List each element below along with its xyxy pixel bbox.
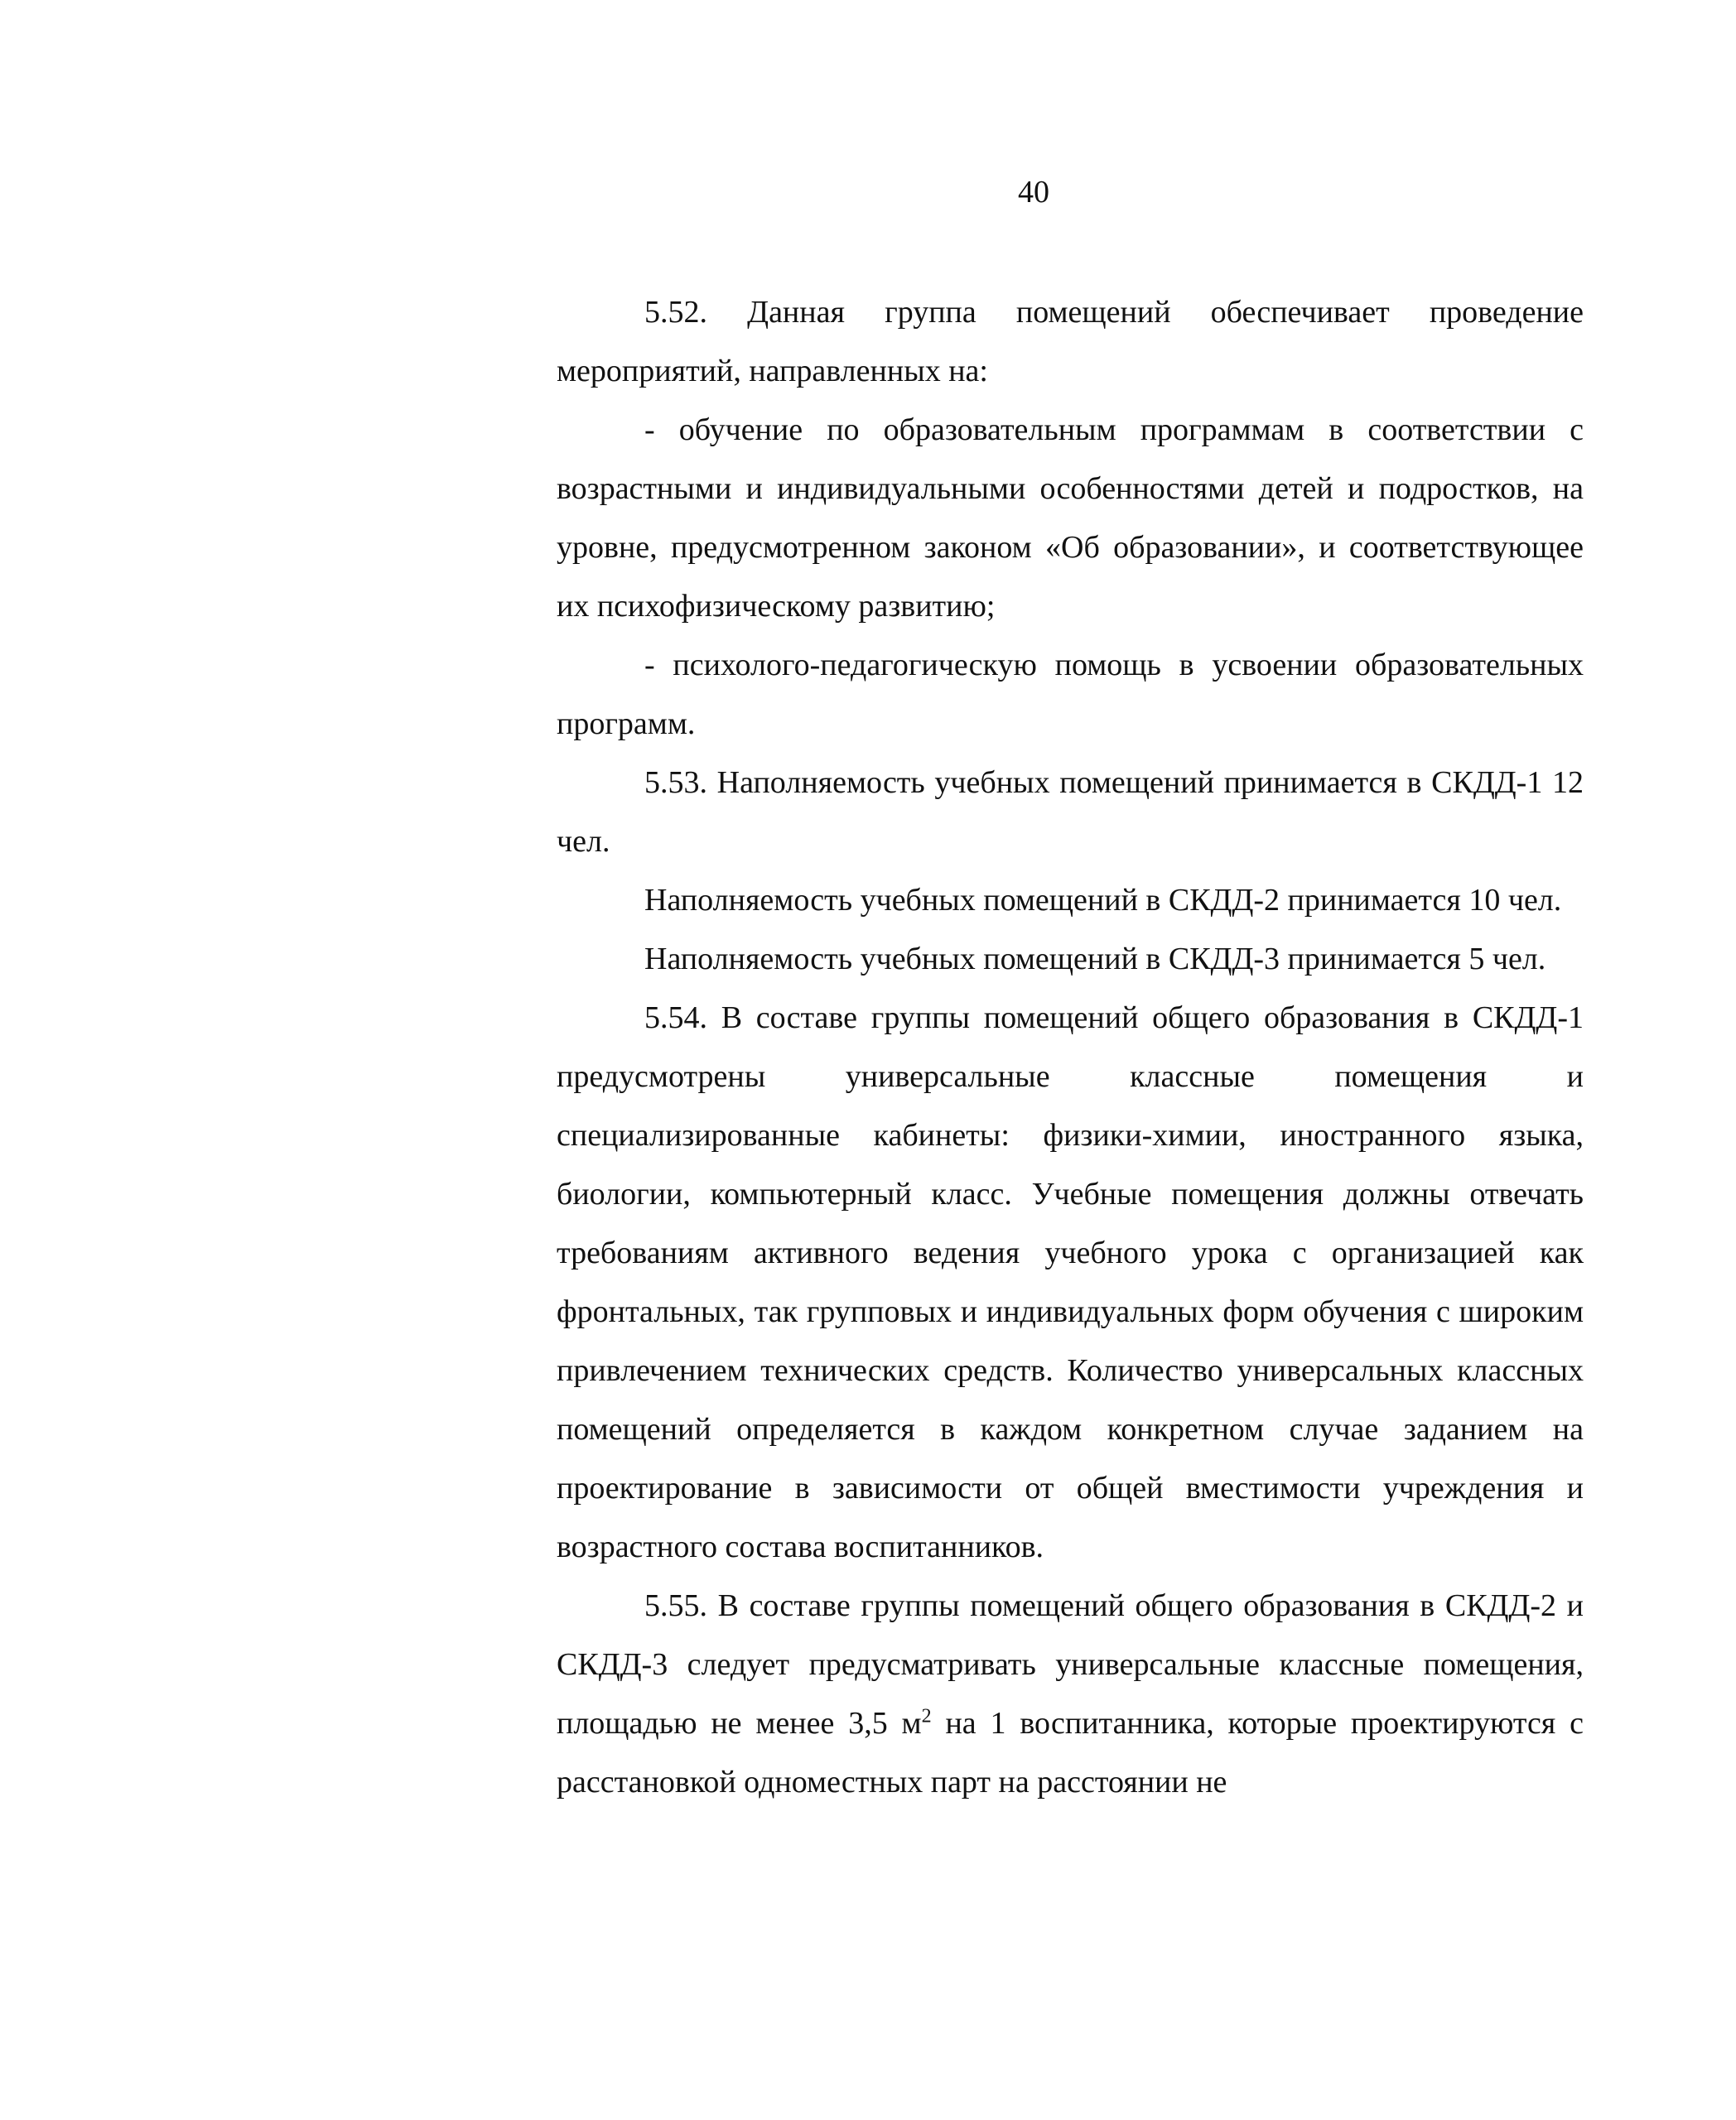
superscript-2: 2 <box>921 1705 932 1727</box>
paragraph-5-52: 5.52. Данная группа помещений обеспечивает проведение мероприятий, направленных на: <box>557 295 1584 388</box>
paragraph-list-item-education: - обучение по образовательным программам в соответствии с возрастными и индивидуальными особенностями детей и подростков, на уровне, предусмотренном законом «Об образовании», и соответствующее их психофизическому развитию; <box>557 412 1584 624</box>
paragraph-list-item-assistance: - психолого-педагогическую помощь в усвоении образовательных программ. <box>557 648 1584 741</box>
page-number: 40 <box>1018 175 1049 210</box>
paragraph-5-53: 5.53. Наполняемость учебных помещений принимается в СКДД-1 12 чел. <box>557 765 1584 859</box>
paragraph-5-55-text-start: 5.55. В составе группы помещений общего образования в СКДД-2 и СКДД-3 следует предусматривать универсальные классные помещения, площадью не менее 3,5 м <box>557 1588 1584 1741</box>
paragraph-5-54: 5.54. В составе группы помещений общего образования в СКДД-1 предусмотрены универсальные классные помещения и специализированные кабинеты: физики-химии, иностранного языка, биологии, компьютерный класс. Учебные помещения должны отвечать требованиям активного ведения учебного урока с организацией как фронтальных, так групповых и индивидуальных форм обучения с широким привлечением технических средств. Количество универсальных классных помещений определяется в каждом конкретном случае заданием на проектирование в зависимости от общей вместимости учреждения и возрастного состава воспитанников. <box>557 1000 1584 1564</box>
paragraph-5-55 <box>557 1577 1584 1812</box>
paragraph-5-55-text-end: на 1 воспитанника, которые проектируются с расстановкой одноместных парт на расстоянии не <box>557 1706 1584 1800</box>
document-body <box>557 283 1584 1812</box>
paragraph-5-53-skdd-2: Наполняемость учебных помещений в СКДД-2 принимается 10 чел. <box>644 883 1562 918</box>
paragraph-5-53-skdd-3: Наполняемость учебных помещений в СКДД-3 принимается 5 чел. <box>644 942 1546 976</box>
